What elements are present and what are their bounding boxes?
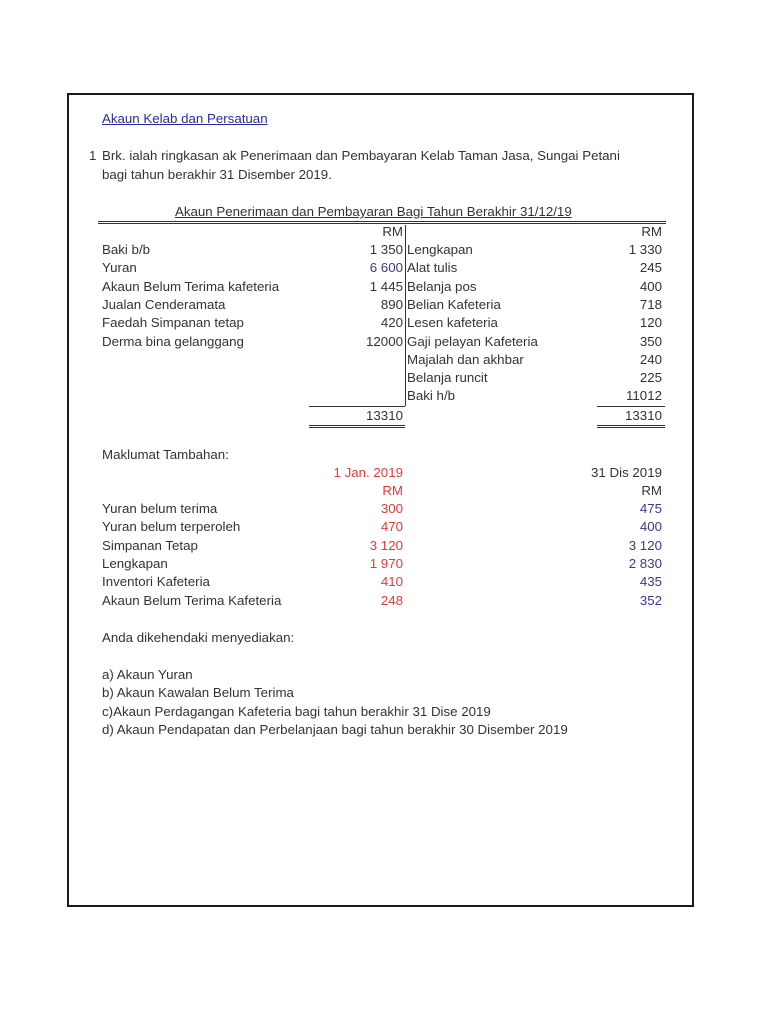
receipt-label: Baki b/b: [102, 242, 151, 257]
payment-amount: 1 330: [628, 242, 662, 257]
payment-label: Gaji pelayan Kafeteria: [407, 334, 538, 349]
receipt-label: Derma bina gelanggang: [102, 334, 244, 349]
table-center-divider: [405, 225, 406, 406]
requirement-item: a) Akaun Yuran: [102, 667, 193, 682]
payment-label: Belian Kafeteria: [407, 297, 501, 312]
payment-amount: 240: [639, 352, 662, 367]
info-label: Simpanan Tetap: [102, 538, 198, 553]
payment-amount: 11012: [626, 388, 662, 403]
payment-label: Belanja runcit: [407, 370, 488, 385]
payment-label: Lesen kafeteria: [407, 315, 498, 330]
currency-header-right: RM: [641, 224, 662, 239]
info-label: Akaun Belum Terima Kafeteria: [102, 593, 282, 608]
info-value-dis: 400: [639, 519, 662, 534]
col-date-dis: 31 Dis 2019: [591, 465, 662, 480]
question-number: 1: [89, 148, 97, 163]
receipt-amount: 1 445: [369, 279, 403, 294]
total-double-rule-left: [309, 425, 405, 428]
info-label: Inventori Kafeteria: [102, 574, 210, 589]
question-intro-line1: Brk. ialah ringkasan ak Penerimaan dan Pembayaran Kelab Taman Jasa, Sungai Petani: [102, 148, 620, 163]
info-value-dis: 435: [639, 574, 662, 589]
payment-amount: 225: [639, 370, 662, 385]
receipt-label: Faedah Simpanan tetap: [102, 315, 244, 330]
info-value-dis: 475: [639, 501, 662, 516]
receipt-label: Jualan Cenderamata: [102, 297, 226, 312]
payment-amount: 400: [639, 279, 662, 294]
additional-info-heading: Maklumat Tambahan:: [102, 447, 229, 462]
receipt-label: Akaun Belum Terima kafeteria: [102, 279, 280, 294]
payment-label: Lengkapan: [407, 242, 473, 257]
payment-label: Alat tulis: [407, 260, 458, 275]
receipt-amount: 1 350: [369, 242, 403, 257]
payment-amount: 120: [639, 315, 662, 330]
total-double-rule-right: [597, 425, 665, 428]
col-date-jan: 1 Jan. 2019: [333, 465, 403, 480]
currency-header-left: RM: [382, 224, 403, 239]
requirement-item: b) Akaun Kawalan Belum Terima: [102, 685, 294, 700]
info-label: Yuran belum terima: [102, 501, 218, 516]
payment-amount: 245: [639, 260, 662, 275]
receipt-label: Yuran: [102, 260, 137, 275]
payment-amount: 350: [639, 334, 662, 349]
info-value-dis: 352: [639, 593, 662, 608]
info-value-jan: 248: [380, 593, 403, 608]
question-intro-line2: bagi tahun berakhir 31 Disember 2019.: [102, 167, 332, 182]
info-label: Lengkapan: [102, 556, 168, 571]
payment-label: Baki h/b: [407, 388, 456, 403]
info-value-jan: 1 970: [369, 556, 403, 571]
account-title: Akaun Penerimaan dan Pembayaran Bagi Tahun Berakhir 31/12/19: [175, 204, 572, 219]
payment-amount: 718: [639, 297, 662, 312]
info-value-dis: 3 120: [628, 538, 662, 553]
receipt-amount: 6 600: [369, 260, 403, 275]
payment-label: Belanja pos: [407, 279, 477, 294]
info-label: Yuran belum terperoleh: [102, 519, 241, 534]
info-value-jan: 3 120: [369, 538, 403, 553]
requirement-item: d) Akaun Pendapatan dan Perbelanjaan bagi tahun berakhir 30 Disember 2019: [102, 722, 568, 737]
col-currency-jan: RM: [382, 483, 403, 498]
info-value-dis: 2 830: [628, 556, 662, 571]
info-value-jan: 410: [380, 574, 403, 589]
total-left: 13310: [366, 408, 403, 423]
info-value-jan: 300: [380, 501, 403, 516]
requirements-heading: Anda dikehendaki menyediakan:: [102, 630, 295, 645]
info-value-jan: 470: [380, 519, 403, 534]
receipt-amount: 420: [380, 315, 403, 330]
receipt-amount: 12000: [366, 334, 403, 349]
total-right: 13310: [625, 408, 662, 423]
col-currency-dis: RM: [641, 483, 662, 498]
section-title-link[interactable]: Akaun Kelab dan Persatuan: [102, 111, 268, 126]
payment-label: Majalah dan akhbar: [407, 352, 524, 367]
receipt-amount: 890: [380, 297, 403, 312]
requirement-item: c)Akaun Perdagangan Kafeteria bagi tahun berakhir 31 Dise 2019: [102, 704, 491, 719]
